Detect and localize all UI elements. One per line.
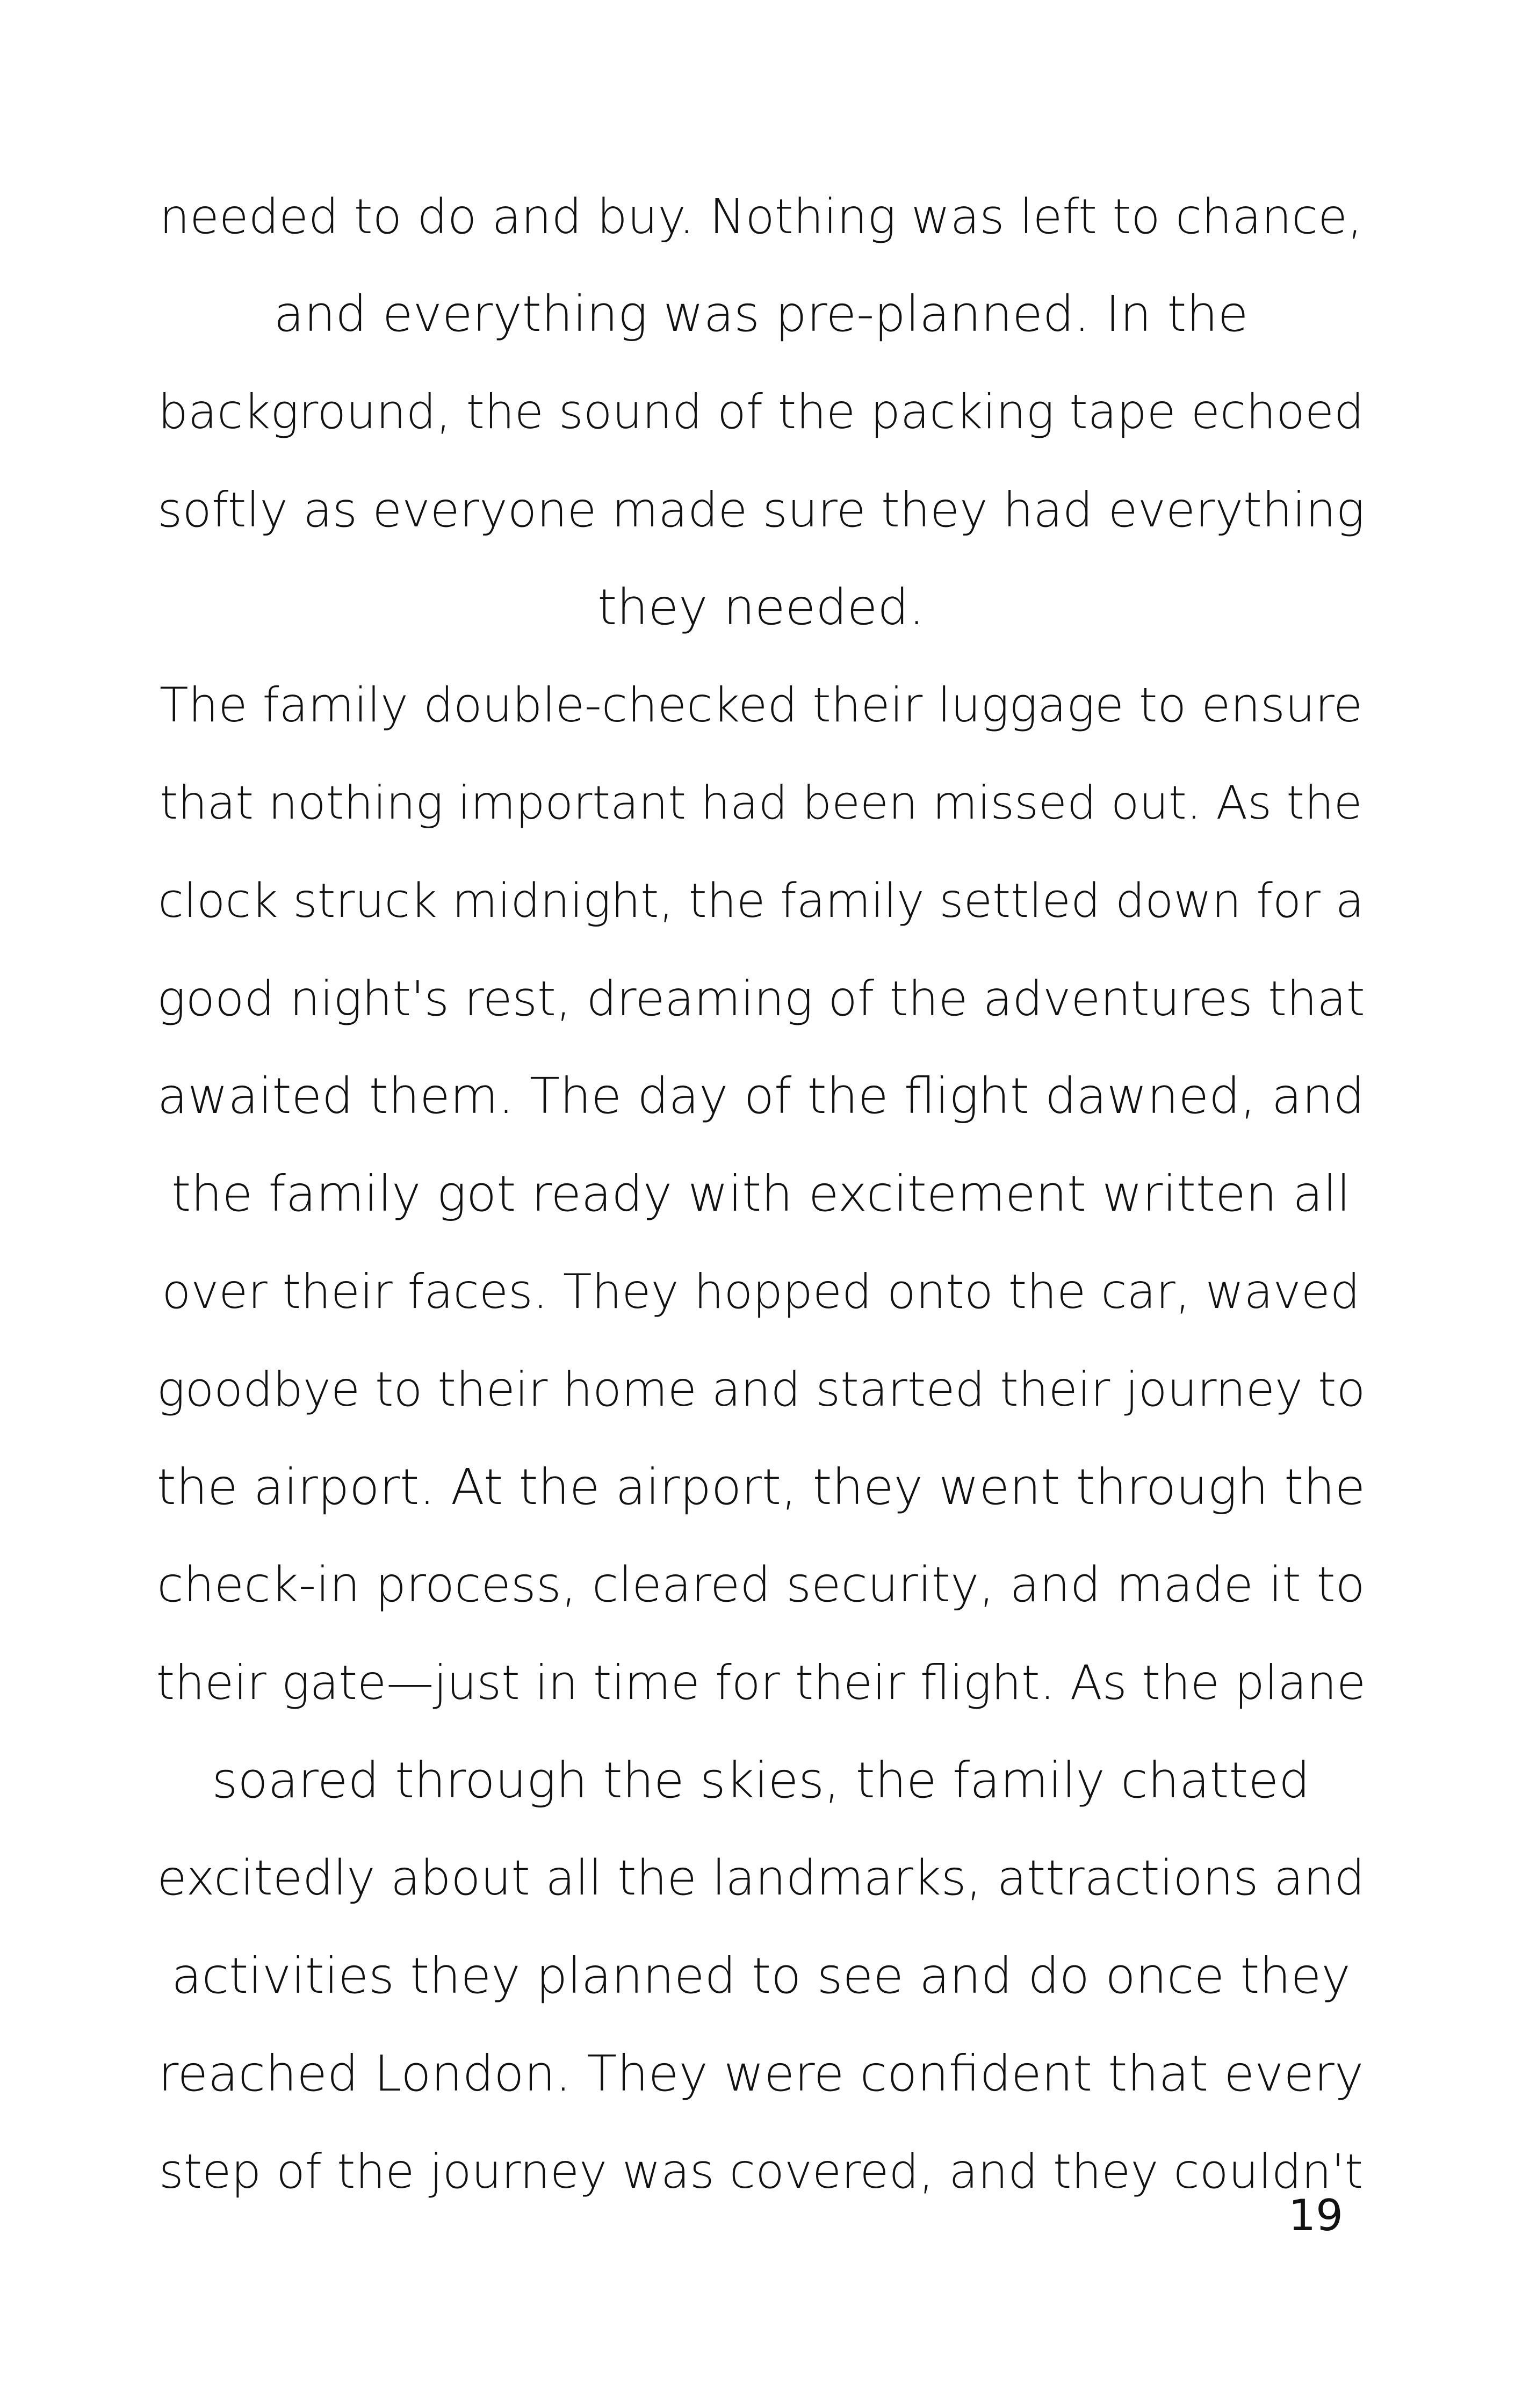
text-line: good night's rest, dreaming of the adventures that xyxy=(157,971,1365,1026)
text-line: excitedly about all the landmarks, attractions and xyxy=(157,1850,1365,1906)
text-line: clock struck midnight, the family settled down for a xyxy=(158,873,1364,928)
text-line: reached London. They were confident that every xyxy=(158,2045,1364,2102)
text-line: background, the sound of the packing tape echoed xyxy=(158,384,1364,439)
page-number: 19 xyxy=(1288,2190,1343,2240)
text-line: and everything was pre-planned. In the xyxy=(273,285,1249,343)
body-text xyxy=(156,168,1366,2221)
text-line: the airport. At the airport, they went through the xyxy=(156,1458,1366,1516)
text-line: soared through the skies, the family chatted xyxy=(212,1752,1310,1809)
text-line: the family got ready with excitement written all xyxy=(171,1165,1351,1223)
text-line: they needed. xyxy=(597,579,925,636)
text-line: over their faces. They hopped onto the car, waved xyxy=(162,1264,1360,1319)
text-line: The family double-checked their luggage to ensure xyxy=(159,677,1363,733)
text-line: step of the journey was covered, and they couldn't xyxy=(158,2144,1364,2199)
text-line: check-in process, cleared security, and made it to xyxy=(157,1557,1365,1613)
text-line: needed to do and buy. Nothing was left to chance, xyxy=(159,189,1363,244)
text-line: softly as everyone made sure they had everything xyxy=(157,482,1365,538)
text-line: activities they planned to see and do once they xyxy=(171,1947,1351,2005)
text-line: goodbye to their home and started their journey to xyxy=(156,1362,1366,1417)
text-line: awaited them. The day of the flight dawned, and xyxy=(157,1067,1365,1125)
text-line: that nothing important had been missed out. As the xyxy=(160,776,1362,830)
text-line: their gate—just in time for their flight. As the plane xyxy=(156,1655,1366,1710)
